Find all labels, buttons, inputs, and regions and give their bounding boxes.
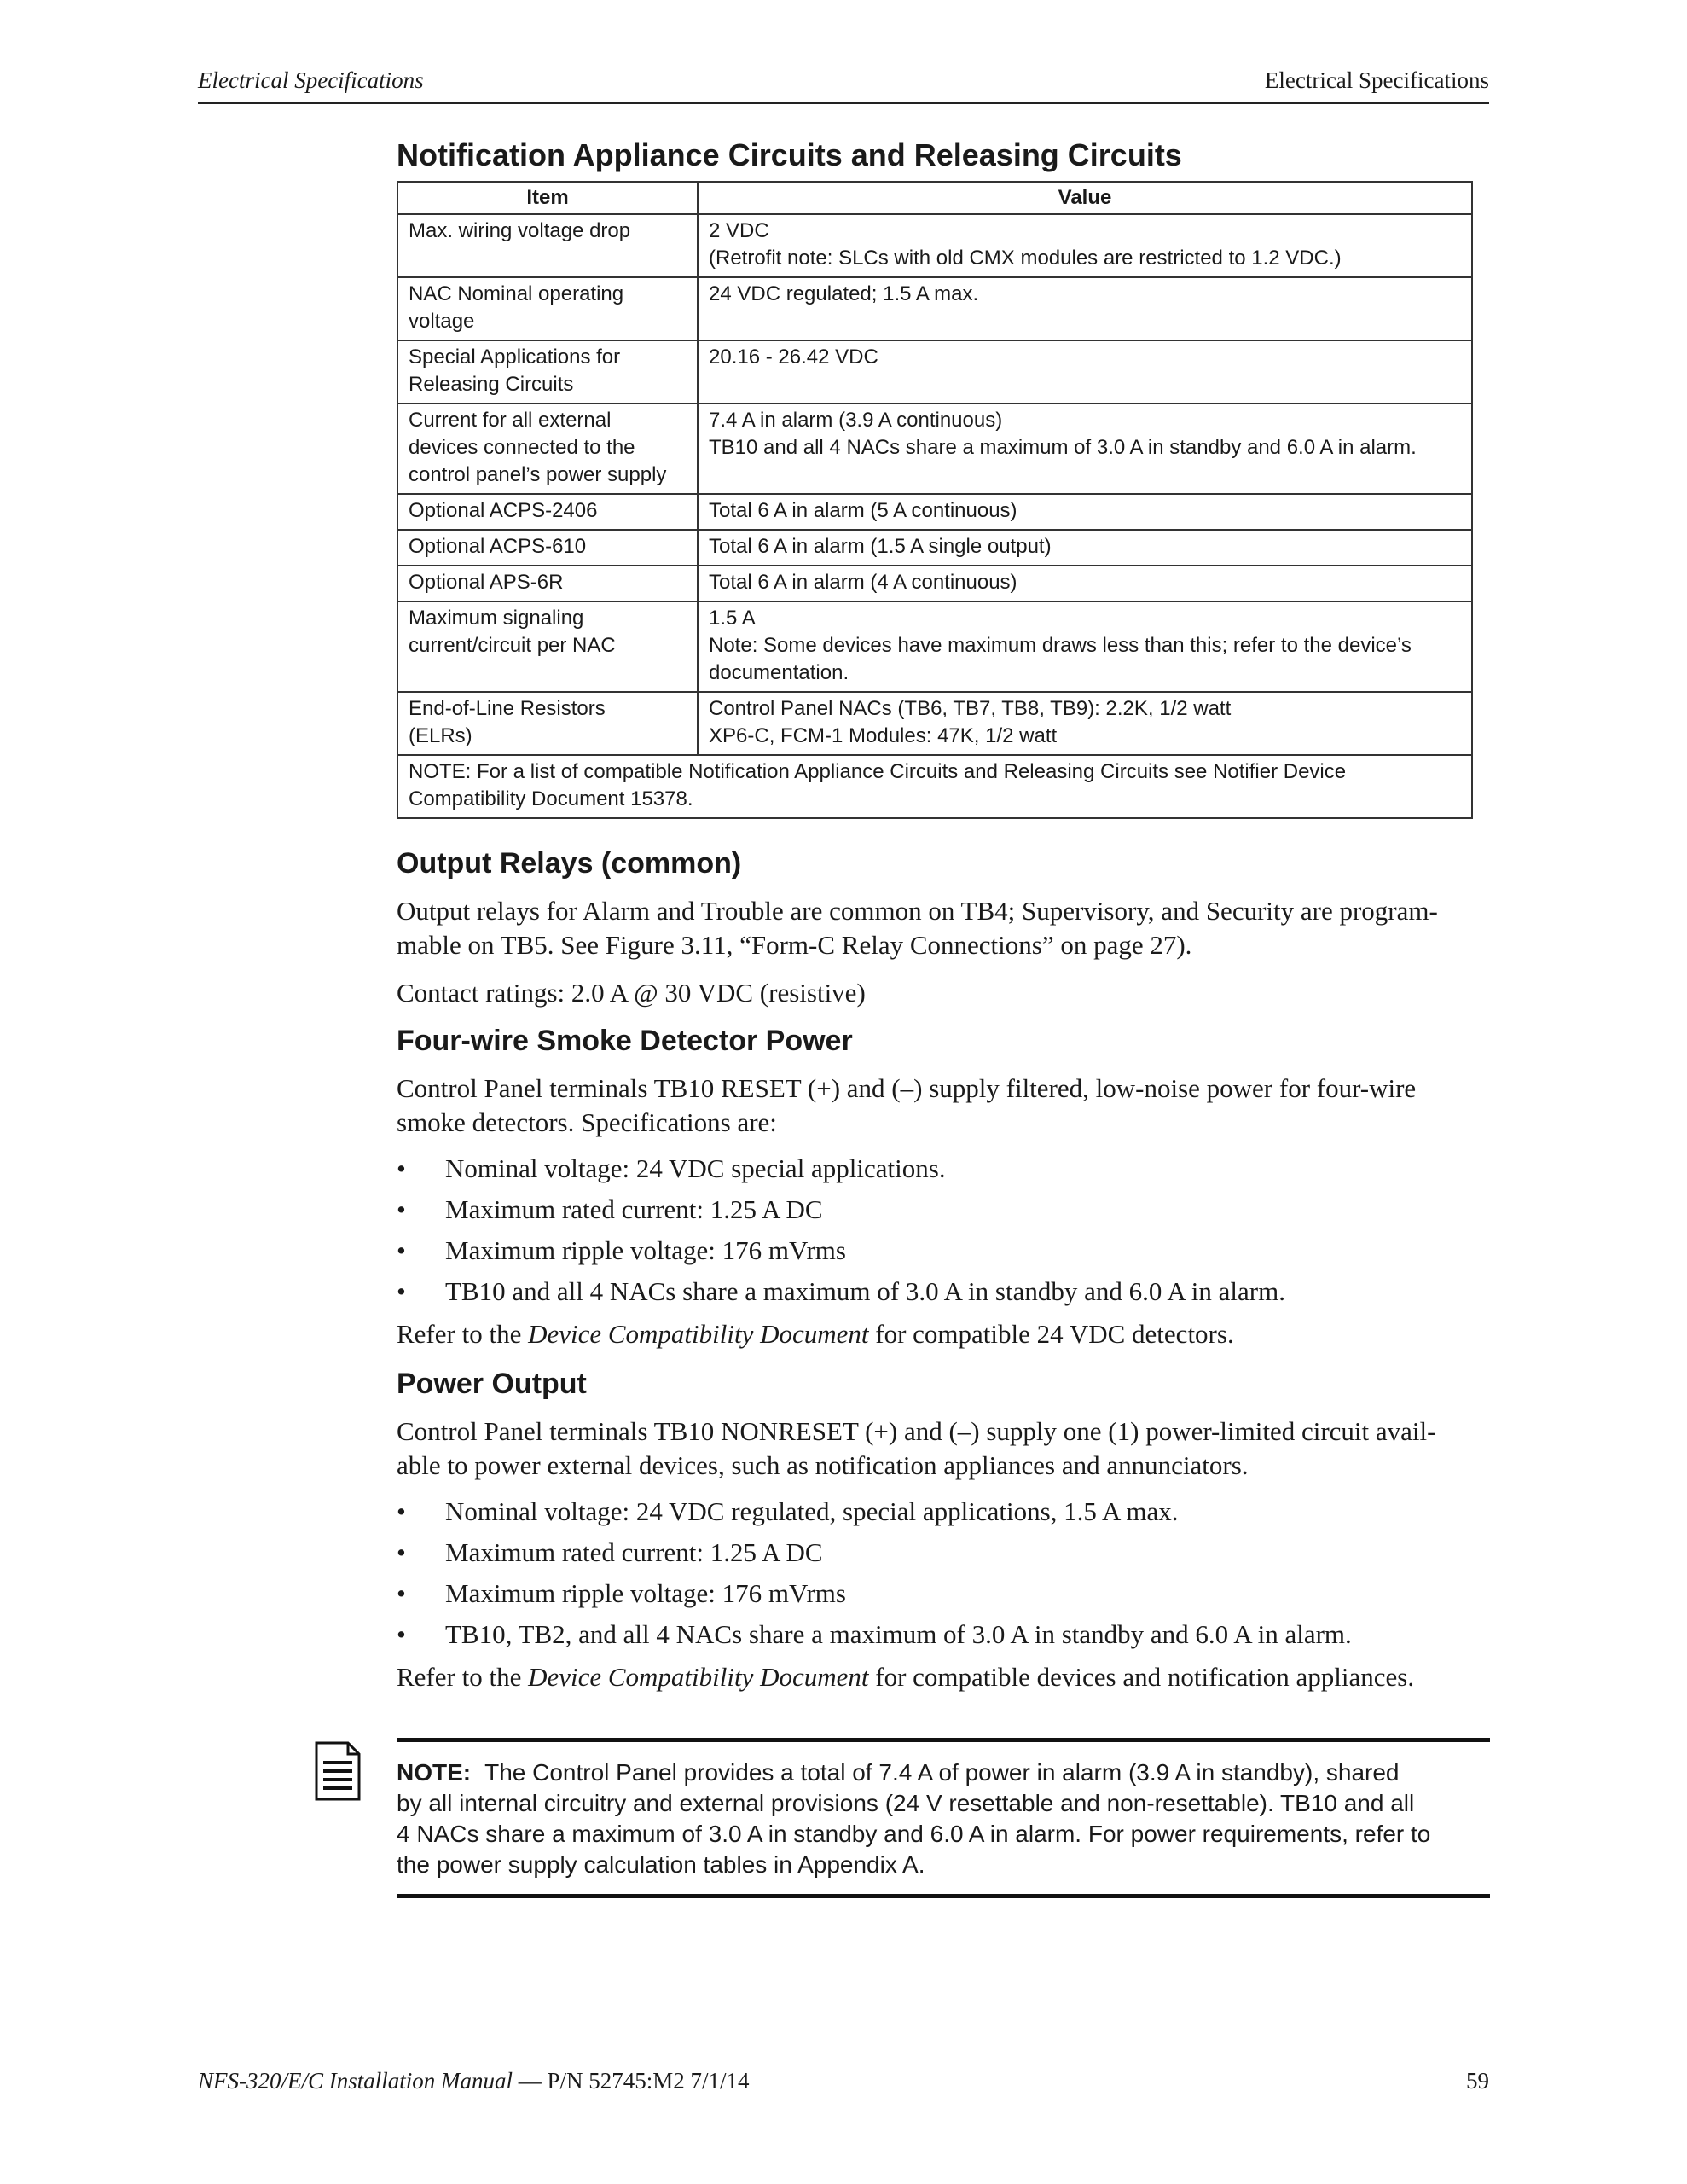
col-header-item: Item: [397, 182, 698, 214]
table-cell-value: [698, 494, 1472, 530]
header-section-right: Electrical Specifications: [1264, 67, 1489, 93]
table-row: [397, 340, 1472, 404]
refer-prefix: Refer to the: [397, 1319, 529, 1349]
list-item-text: TB10 and all 4 NACs share a maximum of 3.0 A in standby and 6.0 A in alarm.: [445, 1276, 1285, 1306]
power-output-title: Power Output: [397, 1368, 587, 1400]
table-cell-item: [397, 214, 698, 277]
cell-line: Total 6 A in alarm (1.5 A single output): [709, 535, 1052, 558]
cell-line: TB10 and all 4 NACs share a maximum of 3.0 A in standby and 6.0 A in alarm.: [709, 436, 1417, 459]
bullet-icon: •: [397, 1496, 406, 1526]
cell-line: voltage: [409, 310, 475, 333]
paragraph-line: able to power external devices, such as notification appliances and annunciators.: [397, 1450, 1249, 1480]
note-box: [397, 1738, 1490, 1898]
contact-ratings: Contact ratings: 2.0 A @ 30 VDC (resistive): [397, 978, 866, 1008]
note-text: The Control Panel provides a total of 7.4 A of power in alarm (3.9 A in standby), shared: [484, 1759, 1400, 1786]
cell-line: Optional ACPS-2406: [409, 499, 598, 522]
cell-line: devices connected to the: [409, 436, 635, 459]
list-item: [397, 1275, 1490, 1309]
table-cell-value: [698, 404, 1472, 494]
cell-line: Releasing Circuits: [409, 373, 574, 396]
four-wire-bullet-list: [397, 1152, 1490, 1309]
power-output-bullet-list: [397, 1495, 1490, 1652]
paragraph-line: mable on TB5. See Figure 3.11, “Form-C Relay Connections” on page 27).: [397, 930, 1192, 960]
bullet-icon: •: [397, 1194, 406, 1224]
note-line: by all internal circuitry and external provisions (24 V resettable and non-resettable). TB10 and all: [397, 1790, 1415, 1816]
footer-title-italic: NFS-320/E/C Installation Manual: [198, 2068, 513, 2094]
cell-line: control panel’s power supply: [409, 463, 667, 486]
table-row: [397, 214, 1472, 277]
list-item-text: Maximum rated current: 1.25 A DC: [445, 1537, 823, 1567]
table-row: [397, 692, 1472, 755]
table-cell-item: [397, 404, 698, 494]
bullet-icon: •: [397, 1537, 406, 1567]
table-cell-item: [397, 601, 698, 692]
table-cell-item: [397, 277, 698, 340]
cell-line: NAC Nominal operating: [409, 282, 624, 305]
cell-line: 2 VDC: [709, 219, 769, 242]
paragraph-line: smoke detectors. Specifications are:: [397, 1107, 777, 1137]
main-content: [397, 136, 1490, 1694]
note-line: the power supply calculation tables in Appendix A.: [397, 1851, 925, 1878]
cell-line: End-of-Line Resistors: [409, 697, 606, 720]
output-relays-title: Output Relays (common): [397, 847, 742, 880]
refer-suffix: for compatible devices and notification appliances.: [868, 1662, 1415, 1692]
note-label: NOTE:: [397, 1759, 472, 1786]
table-cell-value: [698, 277, 1472, 340]
paragraph-line: Output relays for Alarm and Trouble are common on TB4; Supervisory, and Security are program-: [397, 896, 1438, 926]
table-cell-item: [397, 340, 698, 404]
cell-line: 20.16 - 26.42 VDC: [709, 346, 878, 369]
table-row: [397, 566, 1472, 601]
table-cell-value: [698, 340, 1472, 404]
list-item-text: Nominal voltage: 24 VDC special applications.: [445, 1153, 946, 1183]
table-cell-item: [397, 494, 698, 530]
cell-line: Total 6 A in alarm (4 A continuous): [709, 571, 1017, 594]
table-cell-item: [397, 692, 698, 755]
cell-line: XP6-C, FCM-1 Modules: 47K, 1/2 watt: [709, 724, 1058, 747]
cell-line: Note: Some devices have maximum draws less than this; refer to the device’s: [709, 634, 1412, 657]
table-row: [397, 494, 1472, 530]
list-item-text: TB10, TB2, and all 4 NACs share a maximum of 3.0 A in standby and 6.0 A in alarm.: [445, 1619, 1352, 1649]
table-cell-value: [698, 601, 1472, 692]
list-item-text: Maximum ripple voltage: 176 mVrms: [445, 1235, 846, 1265]
cell-line: 7.4 A in alarm (3.9 A continuous): [709, 409, 1003, 432]
list-item: [397, 1193, 1490, 1227]
table-cell-value: [698, 214, 1472, 277]
table-note-row: [397, 755, 1472, 818]
table-row: [397, 530, 1472, 566]
nac-section-title: Notification Appliance Circuits and Releasing Circuits: [397, 137, 1182, 172]
four-wire-refer: [397, 1317, 1490, 1351]
table-note-cell: [397, 755, 1472, 818]
nac-spec-table: [397, 181, 1473, 819]
list-item: [397, 1577, 1490, 1611]
table-row: [397, 404, 1472, 494]
cell-line: Optional APS-6R: [409, 571, 564, 594]
cell-line: Compatibility Document 15378.: [409, 787, 693, 810]
page-header: [198, 65, 1489, 104]
cell-line: Special Applications for: [409, 346, 621, 369]
cell-line: NOTE: For a list of compatible Notification Appliance Circuits and Releasing Circuits see Notifier Device: [409, 760, 1347, 783]
refer-document-name: Device Compatibility Document: [528, 1662, 869, 1692]
paragraph-line: Control Panel terminals TB10 NONRESET (+) and (–) supply one (1) power-limited circuit avail-: [397, 1416, 1436, 1446]
table-cell-value: [698, 530, 1472, 566]
cell-line: Current for all external: [409, 409, 612, 432]
table-header-row: [397, 182, 1472, 214]
cell-line: Maximum signaling: [409, 607, 584, 630]
list-item-text: Nominal voltage: 24 VDC regulated, special applications, 1.5 A max.: [445, 1496, 1179, 1526]
bullet-icon: •: [397, 1578, 406, 1608]
cell-line: current/circuit per NAC: [409, 634, 616, 657]
output-relays-paragraph: [397, 894, 1490, 962]
list-item: [397, 1618, 1490, 1652]
list-item: [397, 1234, 1490, 1268]
table-cell-value: [698, 566, 1472, 601]
cell-line: Total 6 A in alarm (5 A continuous): [709, 499, 1017, 522]
note-document-icon: [314, 1740, 362, 1802]
footer-manual-title: [198, 2068, 750, 2094]
refer-document-name: Device Compatibility Document: [528, 1319, 869, 1349]
bullet-icon: •: [397, 1276, 406, 1306]
list-item-text: Maximum rated current: 1.25 A DC: [445, 1194, 823, 1224]
paragraph-line: Control Panel terminals TB10 RESET (+) and (–) supply filtered, low-noise power for four-wire: [397, 1073, 1417, 1103]
power-output-paragraph: [397, 1414, 1490, 1483]
power-output-refer: [397, 1660, 1490, 1694]
list-item: [397, 1495, 1490, 1529]
list-item: [397, 1536, 1490, 1570]
note-line: [397, 1757, 1490, 1788]
list-item-text: Maximum ripple voltage: 176 mVrms: [445, 1578, 846, 1608]
table-row: [397, 601, 1472, 692]
note-line: 4 NACs share a maximum of 3.0 A in standby and 6.0 A in alarm. For power requirements, refer to: [397, 1821, 1431, 1847]
refer-suffix: for compatible 24 VDC detectors.: [868, 1319, 1234, 1349]
cell-line: Control Panel NACs (TB6, TB7, TB8, TB9): 2.2K, 1/2 watt: [709, 697, 1232, 720]
table-cell-value: [698, 692, 1472, 755]
list-item: [397, 1152, 1490, 1186]
footer-part-number: — P/N 52745:M2 7/1/14: [513, 2068, 750, 2094]
table-cell-item: [397, 566, 698, 601]
table-cell-item: [397, 530, 698, 566]
cell-line: 24 VDC regulated; 1.5 A max.: [709, 282, 979, 305]
cell-line: (Retrofit note: SLCs with old CMX modules are restricted to 1.2 VDC.): [709, 247, 1342, 270]
table-row: [397, 277, 1472, 340]
page-number: 59: [1466, 2068, 1489, 2094]
cell-line: (ELRs): [409, 724, 472, 747]
bullet-icon: •: [397, 1235, 406, 1265]
cell-line: Max. wiring voltage drop: [409, 219, 631, 242]
four-wire-title: Four-wire Smoke Detector Power: [397, 1025, 853, 1057]
refer-prefix: Refer to the: [397, 1662, 529, 1692]
col-header-value: Value: [698, 182, 1472, 214]
header-section-left: Electrical Specifications: [198, 67, 424, 93]
cell-line: 1.5 A: [709, 607, 756, 630]
cell-line: Optional ACPS-610: [409, 535, 587, 558]
bullet-icon: •: [397, 1619, 406, 1649]
bullet-icon: •: [397, 1153, 406, 1183]
cell-line: documentation.: [709, 661, 849, 684]
four-wire-paragraph: [397, 1072, 1490, 1140]
